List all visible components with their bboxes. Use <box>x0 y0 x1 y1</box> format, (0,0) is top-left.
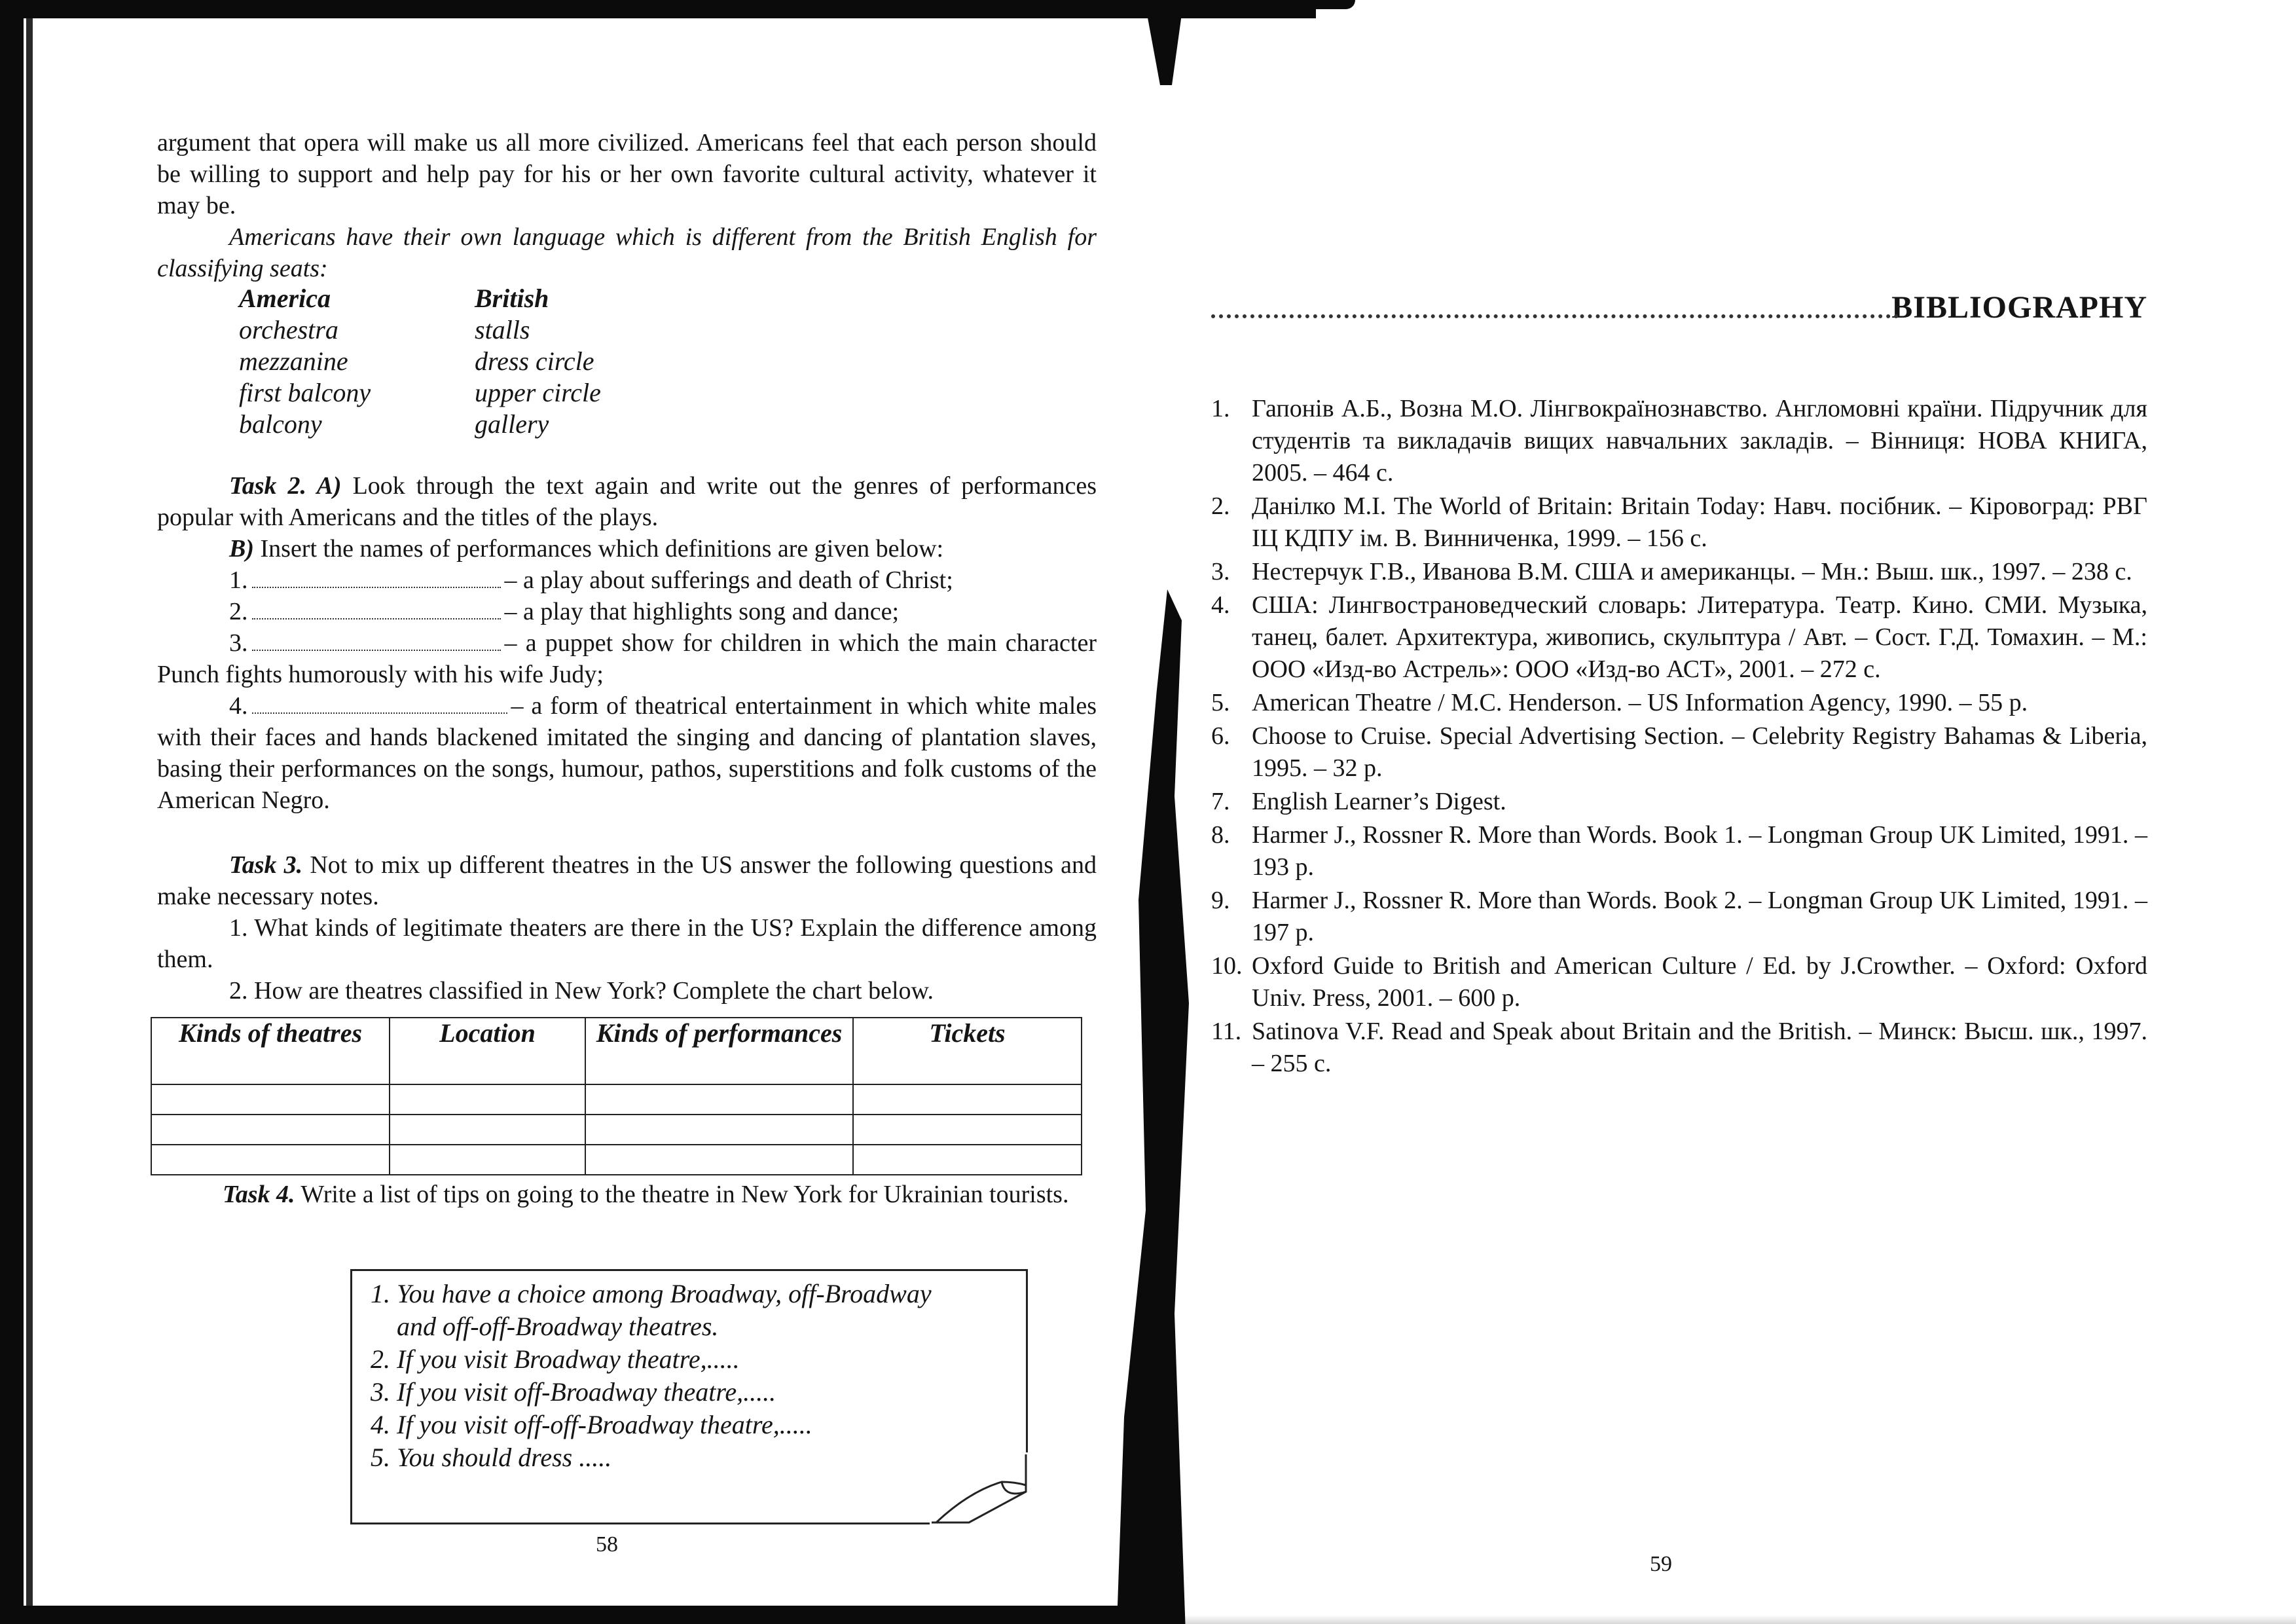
answer-blank[interactable] <box>252 599 501 619</box>
chart-row <box>151 1145 1082 1175</box>
answer-blank[interactable] <box>252 693 507 714</box>
entry-text: Satinova V.F. Read and Speak about Britain and the British. – Минск: Высш. шк., 1997. – 255 с. <box>1252 1018 2147 1077</box>
entry-text: American Theatre / M.C. Henderson. – US Information Agency, 1990. – 55 p. <box>1252 689 2028 716</box>
book-spine-top <box>1144 0 1184 85</box>
tip-line: 2. If you visit Broadway theatre,..... <box>371 1344 740 1374</box>
chart-row <box>151 1084 1082 1115</box>
tip-line: 5. You should dress ..... <box>371 1443 612 1472</box>
entry-text: Нестерчук Г.В., Иванова В.М. США и американцы. – Мн.: Выш. шк., 1997. – 238 с. <box>1252 558 2132 585</box>
task2-item-number: 3. <box>229 629 248 657</box>
task2-b <box>157 533 1097 564</box>
task4-text: Write a list of tips on going to the theatre in New York for Ukrainian tourists. <box>301 1181 1069 1208</box>
task2-item-number: 2. <box>229 598 248 625</box>
entry-number: 3. <box>1211 558 1230 585</box>
entry-number: 4. <box>1211 591 1230 619</box>
entry-text: Oxford Guide to British and American Culture / Ed. by J.Crowther. – Oxford: Oxford Univ. Press, 2001. – 600 p. <box>1252 952 2147 1012</box>
chart-cell[interactable] <box>390 1084 585 1115</box>
task2-items <box>157 564 1097 816</box>
task2-item-text: – a play about sufferings and death of Christ; <box>504 566 953 594</box>
task2-item <box>157 596 1097 627</box>
seats-america-cell: first balcony <box>239 378 371 407</box>
chart-header: Kinds of performances <box>585 1018 853 1084</box>
entry-text: США: Лингвострановедческий словарь: Литература. Театр. Кино. СМИ. Музыка, танец, балет. Архитектура, живопись, скульптура / Авт. – Сост. Г.Д. Томахин. – М.: ООО «Изд-во Астрель»: ООО «Изд-во АСТ», 2001. – 272 с. <box>1252 591 2147 683</box>
tip-line: 1. You have a choice among Broadway, off-Broadway <box>371 1279 932 1308</box>
tip-line: and off-off-Broadway theatres. <box>397 1312 719 1341</box>
answer-blank[interactable] <box>252 630 501 651</box>
task2-a <box>157 470 1097 533</box>
entry-text: Choose to Cruise. Special Advertising Section. – Celebrity Registry Bahamas & Liberia, 1995. – 32 p. <box>1252 722 2147 782</box>
bibliography-entry <box>1211 687 2147 719</box>
bibliography-list <box>1211 393 2147 1081</box>
book-spine-shadow <box>1117 589 1189 1624</box>
bibliography-heading: BIBLIOGRAPHY <box>1891 290 2147 325</box>
seats-table <box>239 283 601 440</box>
bibliography-entry <box>1211 556 2147 588</box>
chart-cell[interactable] <box>853 1084 1082 1115</box>
task3-label: Task 3. <box>229 851 303 879</box>
scan-shadow-left-inner <box>26 0 33 1624</box>
task2-b-label: B) <box>229 535 254 563</box>
task2-item-number: 1. <box>229 566 248 594</box>
entry-number: 2. <box>1211 492 1230 520</box>
bibliography-entry <box>1211 819 2147 883</box>
seats-header-america: America <box>239 284 331 313</box>
chart-header: Kinds of theatres <box>151 1018 390 1084</box>
page-curl-icon <box>930 1452 1028 1524</box>
bibliography-entry <box>1211 720 2147 784</box>
entry-number: 8. <box>1211 821 1230 849</box>
entry-number: 1. <box>1211 395 1230 422</box>
entry-number: 5. <box>1211 689 1230 716</box>
task2-item <box>157 564 1097 596</box>
task4 <box>151 1179 1090 1210</box>
task2-b-text: Insert the names of performances which definitions are given below: <box>260 535 944 563</box>
seats-british-cell: dress circle <box>475 346 594 376</box>
entry-number: 6. <box>1211 722 1230 750</box>
entry-text: Harmer J., Rossner R. More than Words. Book 2. – Longman Group UK Limited, 1991. – 197 p. <box>1252 887 2147 946</box>
chart-cell[interactable] <box>585 1115 853 1145</box>
bibliography-entry <box>1211 885 2147 949</box>
chart-cell[interactable] <box>390 1115 585 1145</box>
task3-question-1: 1. What kinds of legitimate theaters are there in the US? Explain the difference among them. <box>157 914 1097 973</box>
seats-header-british: British <box>475 284 549 313</box>
chart-header: Location <box>390 1018 585 1084</box>
seats-intro: Americans have their own language which is different from the British English for classifying seats: <box>157 223 1097 282</box>
entry-text: Harmer J., Rossner R. More than Words. Book 1. – Longman Group UK Limited, 1991. – 193 p. <box>1252 821 2147 881</box>
chart-cell[interactable] <box>151 1084 390 1115</box>
seats-america-cell: balcony <box>239 409 322 439</box>
chart-cell[interactable] <box>151 1115 390 1145</box>
chart-cell[interactable] <box>853 1145 1082 1175</box>
seats-america-cell: mezzanine <box>239 346 348 376</box>
intro-paragraph: argument that opera will make us all more civilized. Americans feel that each person should be willing to support and help pay for his or her own favorite cultural activity, whatever it may be. <box>157 129 1097 219</box>
task3-question-2: 2. How are theatres classified in New York? Complete the chart below. <box>229 977 934 1005</box>
bibliography-entry <box>1211 490 2147 555</box>
chart-row <box>151 1115 1082 1145</box>
task2-a-label: Task 2. A) <box>229 472 342 500</box>
leader-dots <box>1211 308 1899 318</box>
entry-text: Данілко М.І. The World of Britain: Britain Today: Навч. посібник. – Кіровоград: РВГ ІЦ КДПУ ім. В. Винниченка, 1999. – 156 с. <box>1252 492 2147 552</box>
theatres-chart <box>151 1017 1082 1175</box>
task2-item <box>157 627 1097 690</box>
task2-item <box>157 690 1097 816</box>
chart-cell[interactable] <box>585 1145 853 1175</box>
bibliography-entry <box>1211 786 2147 818</box>
scan-shadow-left <box>0 0 24 1624</box>
bibliography-title <box>1211 289 2147 329</box>
tip-line: 3. If you visit off-Broadway theatre,..... <box>371 1377 776 1407</box>
entry-text: Гапонів А.Б., Возна М.О. Лінгвокраїнознавство. Англомовні країни. Підручник для студентів та викладачів вищих навчальних закладів. – Вінниця: НОВА КНИГА, 2005. – 464 с. <box>1252 395 2147 487</box>
bibliography-entry <box>1211 393 2147 489</box>
seats-british-cell: gallery <box>475 409 549 439</box>
bibliography-entry <box>1211 1016 2147 1080</box>
task2-item-number: 4. <box>229 692 248 720</box>
task2-a-text: Look through the text again and write out the genres of performances popular with Americans and the titles of the plays. <box>157 472 1097 531</box>
entry-number: 11. <box>1211 1018 1242 1045</box>
task3-text: Not to mix up different theatres in the US answer the following questions and make necessary notes. <box>157 851 1097 910</box>
entry-number: 10. <box>1211 952 1243 980</box>
task4-label: Task 4. <box>223 1181 295 1208</box>
page-number-right: 59 <box>1650 1552 1672 1576</box>
seats-british-cell: upper circle <box>475 378 601 407</box>
tip-line: 4. If you visit off-off-Broadway theatre,..... <box>371 1410 812 1439</box>
chart-cell[interactable] <box>151 1145 390 1175</box>
entry-number: 9. <box>1211 887 1230 914</box>
answer-blank[interactable] <box>252 567 501 588</box>
entry-number: 7. <box>1211 788 1230 815</box>
page-number-left: 58 <box>596 1532 618 1557</box>
entry-text: English Learner’s Digest. <box>1252 788 1506 815</box>
task2-item-text: – a play that highlights song and dance; <box>504 598 900 625</box>
bibliography-entry <box>1211 589 2147 686</box>
tips-box <box>350 1269 1028 1524</box>
bibliography-entry <box>1211 950 2147 1014</box>
chart-cell[interactable] <box>390 1145 585 1175</box>
task2-item-text: – a puppet show for children in which the main character Punch fights humorously with his wife Judy; <box>157 629 1097 688</box>
right-page <box>1211 0 2147 1624</box>
chart-cell[interactable] <box>853 1115 1082 1145</box>
task2-item-text: – a form of theatrical entertainment in which white males with their faces and hands blackened imitated the singing and dancing of plantation slaves, basing their performances on the songs, humour, pathos, superstitions and folk customs of the American Negro. <box>157 692 1097 814</box>
seats-british-cell: stalls <box>475 315 530 344</box>
left-page <box>151 0 1097 1624</box>
task3 <box>157 849 1097 912</box>
seats-america-cell: orchestra <box>239 315 338 344</box>
chart-cell[interactable] <box>585 1084 853 1115</box>
chart-header: Tickets <box>853 1018 1082 1084</box>
